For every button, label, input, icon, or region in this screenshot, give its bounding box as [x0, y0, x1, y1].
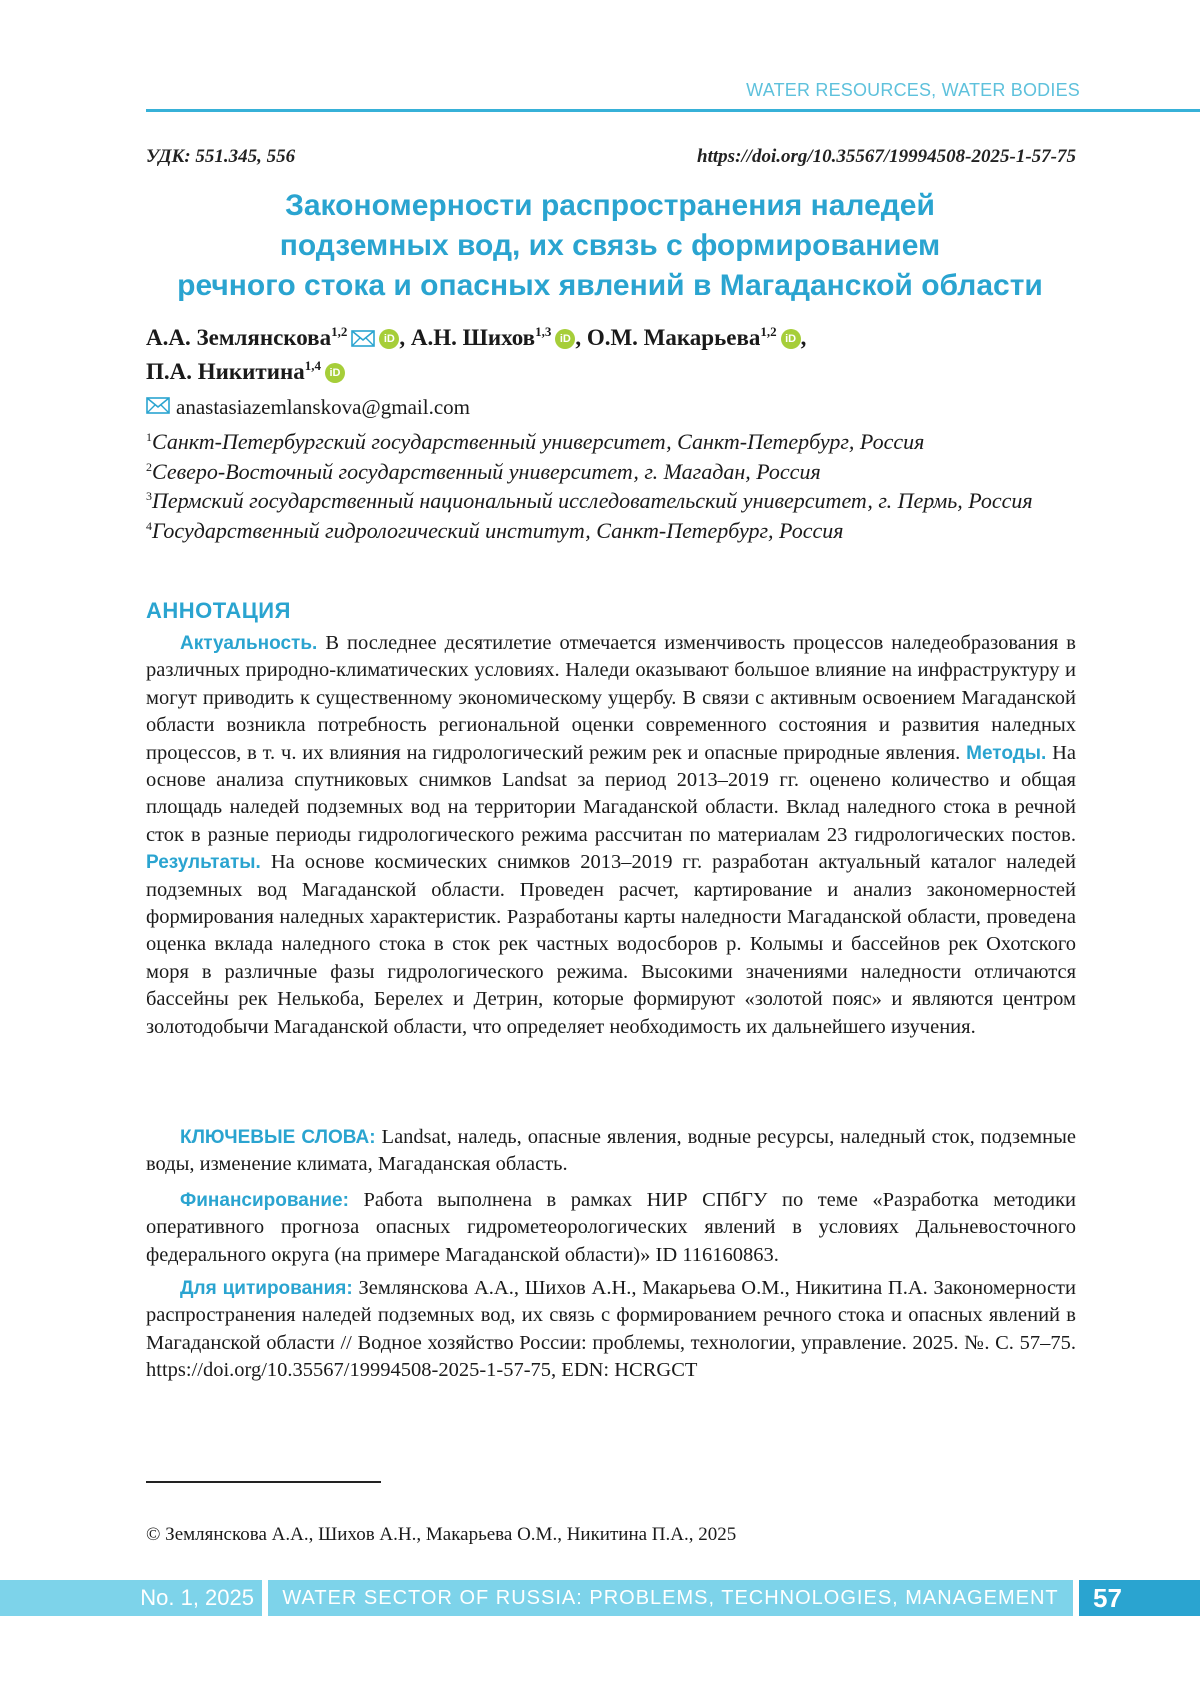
citation-label: Для цитирования:	[180, 1278, 353, 1299]
contact-email	[146, 395, 470, 420]
orcid-icon[interactable]: iD	[555, 329, 575, 349]
funding	[146, 1187, 1076, 1269]
footer-issue: No. 1, 2025	[0, 1580, 262, 1616]
author-list: А.А. Землянскова$^{1,2}$ iD , А.Н. Шихов$^{1,3}$ iD , О.М. Макарьева$^{1,2}$ iD , П.А. Никитина$^{1,4}$ iD	[146, 324, 807, 384]
abstract-heading: АННОТАЦИЯ	[146, 598, 291, 623]
meta-line	[146, 146, 1076, 168]
keywords-label: КЛЮЧЕВЫЕ СЛОВА:	[180, 1127, 376, 1148]
article-title	[140, 186, 1080, 306]
udc-code: УДК: 551.345, 556	[146, 146, 296, 167]
copyright-notice: © Землянскова А.А., Шихов А.Н., Макарьева О.М., Никитина П.А., 2025	[146, 1524, 737, 1545]
author-name: О.М. Макарьева	[586, 325, 761, 350]
results-text: На основе космических снимков 2013–2019 гг. разработан актуальный каталог наледей подземных вод Магаданской области. Проведен расчет, картирование и анализ закономерностей формирования наледных характеристик. Разработаны карты наледности Магаданской области, проведена оценка вклада наледного стока в сток рек частных водосборов р. Колымы и бассейнов рек Охотского моря в различные фазы гидрологического режима. Высокими значениями наледности отличаются бассейны рек Нелькоба, Берелех и Детрин, которые формируют «золотой пояс» и являются центром золотодобычи Магаданской области, что определяет необходимость их дальнейшего изучения.	[146, 851, 1076, 1038]
funding-text: Работа выполнена в рамках НИР СПбГУ по теме «Разработка методики оперативного прогноза опасных гидрометеорологических явлений в условиях Дальневосточного федерального округа (на примере Магаданской области)» ID 116160863.	[146, 1189, 1076, 1266]
citation-text: Землянскова А.А., Шихов А.Н., Макарьева О.М., Никитина П.А. Закономерности распространения наледей подземных вод, их связь с формированием речного стока и опасных явлений в Магаданской области // Водное хозяйство России: проблемы, технологии, управление. 2025. №. С. 57–75. https://doi.org/10.35567/19994508-2025-1-57-75, EDN: HCRGCT	[146, 1277, 1076, 1382]
orcid-icon[interactable]: iD	[781, 329, 801, 349]
citation	[146, 1275, 1076, 1385]
footer-journal-title: WATER SECTOR OF RUSSIA: PROBLEMS, TECHNOLOGIES, MANAGEMENT	[268, 1580, 1073, 1616]
author-affil-sup: 1,3	[535, 324, 552, 339]
header-rule	[146, 109, 1200, 112]
author-name: П.А. Никитина	[146, 359, 305, 384]
funding-label: Финансирование:	[180, 1190, 349, 1211]
orcid-icon[interactable]: iD	[325, 363, 345, 383]
author-name: А.А. Землянскова	[146, 325, 332, 350]
page-number: 57	[1079, 1580, 1200, 1616]
methods-text: На основе анализа спутниковых снимков Landsat за период 2013–2019 гг. оценено количество и общая площадь наледей подземных вод на территории Магаданской области. Вклад наледного стока в речной сток в разные периоды гидрологического режима рассчитан по материалам 23 гидрологических постов.	[146, 741, 1076, 846]
relevance-text: В последнее десятилетие отмечается изменчивость процессов наледеобразования в различных природно-климатических условиях. Наледи оказывают большое влияние на инфраструктуру и могут приводить к существенному экономическому ущербу. В связи с активным освоением Магаданской области возникла потребность региональной оценки современного состояния и развития наледных процессов, в т. ч. их влияния на гидрологический режим рек и опасные природные явления.	[146, 632, 1076, 764]
affiliation-list	[146, 427, 1086, 545]
running-head: WATER RESOURCES, WATER BODIES	[746, 80, 1080, 100]
author-affil-sup: 1,2	[331, 324, 348, 339]
author-affil-sup: 1,2	[760, 324, 777, 339]
author-affil-sup: 1,4	[304, 358, 321, 373]
title-line: речного стока и опасных явлений в Магаданской области	[177, 269, 1043, 302]
mail-icon[interactable]	[351, 324, 375, 356]
keywords-text: Landsat, наледь, опасные явления, водные ресурсы, наледный сток, подземные воды, изменение климата, Магаданская область.	[146, 1126, 1076, 1176]
email-address[interactable]: anastasiazemlanskova@gmail.com	[176, 395, 470, 419]
author-name: А.Н. Шихов	[410, 325, 536, 350]
affiliation: $^2$Северо-Восточный государственный университет, г. Магадан, Россия	[146, 458, 821, 484]
page-footer	[0, 1580, 1200, 1616]
relevance-label: Актуальность.	[180, 633, 318, 654]
methods-label: Методы.	[966, 742, 1047, 764]
results-label: Результаты.	[146, 852, 261, 874]
title-line: подземных вод, их связь с формированием	[279, 229, 941, 262]
abstract-text	[146, 630, 1076, 1041]
title-line: Закономерности распространения наледей	[285, 189, 935, 222]
orcid-icon[interactable]: iD	[379, 329, 399, 349]
affiliation: $^3$Пермский государственный национальный исследовательский университет, г. Пермь, Россия	[146, 488, 1033, 513]
keywords	[146, 1124, 1076, 1179]
mail-icon	[146, 395, 170, 420]
footnote-rule	[146, 1481, 381, 1483]
doi-link[interactable]: https://doi.org/10.35567/19994508-2025-1-57-75	[697, 146, 1076, 167]
affiliation: $^1$Санкт-Петербургский государственный университет, Санкт-Петербург, Россия	[146, 429, 925, 454]
affiliation: $^4$Государственный гидрологический институт, Санкт-Петербург, Россия	[146, 517, 844, 543]
